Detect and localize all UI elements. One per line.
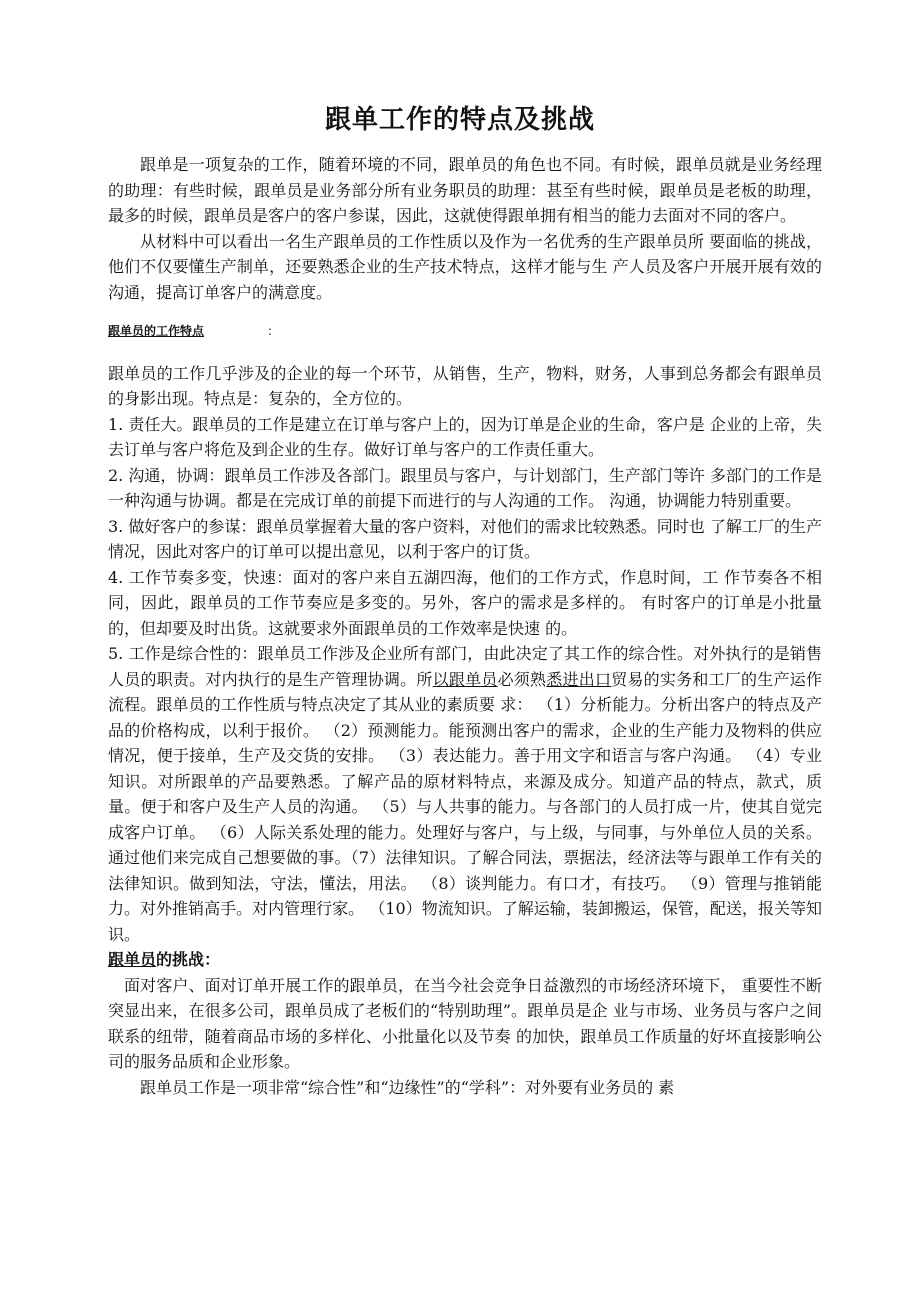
challenges-paragraph-1: 面对客户、面对订单开展工作的跟单员，在当今社会竞争日益激烈的市场经济环境下， 重要性不断突显出来，在很多公司，跟单员成了老板们的“特别助理”。跟单员是企 业与市场、业务员与客户之间联系的纽带，随着商品市场的多样化、小批量化以及节奏 的加快，跟单员工作质量的好坏直接影响公司的服务品质和企业形象。 [108, 975, 822, 1071]
section-heading-features [108, 319, 822, 345]
challenges-heading-rest: 的挑战： [156, 950, 221, 969]
challenges-heading-underlined: 跟单员 [108, 950, 157, 969]
feature-item-5-part-a: 5. 工作是综合性的：跟单员工作涉及企业所有部门，由此决定了其工作的综合性。对外执行的是销售人员的职责。对内执行的是生产管理协调。所 [108, 644, 822, 689]
document-body [108, 152, 822, 1100]
challenges-paragraph-2: 跟单员工作是一项非常“综合性”和“边缘性”的“学科”：对外要有业务员的 素 [140, 1077, 675, 1097]
section-heading-text: 跟单员的工作特点 [108, 324, 205, 338]
intro-paragraph-2: 从材料中可以看出一名生产跟单员的工作性质以及作为一名优秀的生产跟单员所 要面临的挑战，他们不仅要懂生产制单，还要熟悉企业的生产技术特点，这样才能与生 产人员及客户开展开展有效的沟通，提高订单客户的满意度。 [108, 231, 822, 302]
feature-item-5-part-c: 贸易的实务和工厂的生产运作流程。跟单员的工作性质与特点决定了其从业的素质要 求： （1）分析能力。分析出客户的特点及产品的价格构成，以利于报价。 （2）预测能力。能预测出客户的需求，企业的生产能力及物料的供应情况，便于接单，生产及交货的安排。 （3）表达能力。善于用文字和语言与客户沟通。 （4）专业知识。对所跟单的产品要熟悉。了解产品的原材料特点，来源及成分。知道产品的特点，款式，质量。便于和客户及生产人员的沟通。 （5）与人共事的能力。与各部门的人员打成一片，使其自觉完成客户订单。 （6）人际关系处理的能力。处理好与客户，与上级，与同事，与外单位人员的关系。通过他们来完成自己想要做的事。（7）法律知识。了解合同法，票据法，经济法等与跟单工作有关的法律知识。做到知法，守法，懂法，用法。 （8）谈判能力。有口才，有技巧。 （9）管理与推销能力。对外推销高手。对内管理行家。 （10）物流知识。了解运输，装卸搬运，保管，配送，报关等知识。 [108, 669, 822, 944]
feature-item-5-underline-1: 以跟单员 [432, 669, 498, 689]
section-heading-colon: : [268, 324, 273, 338]
feature-item-5-part-b: 必须熟 [497, 669, 547, 689]
feature-item-1: 1. 责任大。跟单员的工作是建立在订单与客户上的，因为订单是企业的生命，客户是 企业的上帝，失去订单与客户将危及到企业的生存。做好订单与客户的工作责任重大。 [108, 414, 822, 459]
feature-item-2: 2. 沟通，协调：跟单员工作涉及各部门。跟里员与客户，与计划部门，生产部门等许 多部门的工作是一种沟通与协调。都是在完成订单的前提下而进行的与人沟通的工作。 沟通，协调能力特别重要。 [108, 465, 822, 510]
feature-item-3: 3. 做好客户的参谋：跟单员掌握着大量的客户资料，对他们的需求比较熟悉。同时也 了解工厂的生产情况，因此对客户的订单可以提出意见，以利于客户的订货。 [108, 516, 822, 561]
features-lead: 跟单员的工作几乎涉及的企业的每一个环节，从销售，生产，物料，财务，人事到总务都会有跟单员的身影出现。特点是：复杂的，全方位的。 [108, 363, 822, 408]
feature-item-5 [108, 641, 822, 947]
feature-item-5-underline-2: 悉进出口 [546, 669, 612, 689]
feature-item-4: 4. 工作节奏多变，快速：面对的客户来自五湖四海，他们的工作方式，作息时间，工 作节奏各不相同，因此，跟单员的工作节奏应是多变的。另外，客户的需求是多样的。 有时客户的订单是小批量的，但却要及时出货。这就要求外面跟单员的工作效率是快速 的。 [108, 567, 822, 638]
intro-paragraph-1: 跟单是一项复杂的工作，随着环境的不同，跟单员的角色也不同。有时候，跟单员就是业务经理的助理：有些时候，跟单员是业务部分所有业务职员的助理：甚至有些时候，跟单员是老板的助理，最多的时候，跟单员是客户的客户参谋，因此，这就使得跟单拥有相当的能力去面对不同的客户。 [108, 155, 822, 225]
page-title: 跟单工作的特点及挑战 [324, 105, 595, 135]
section-heading-challenges [108, 947, 822, 973]
